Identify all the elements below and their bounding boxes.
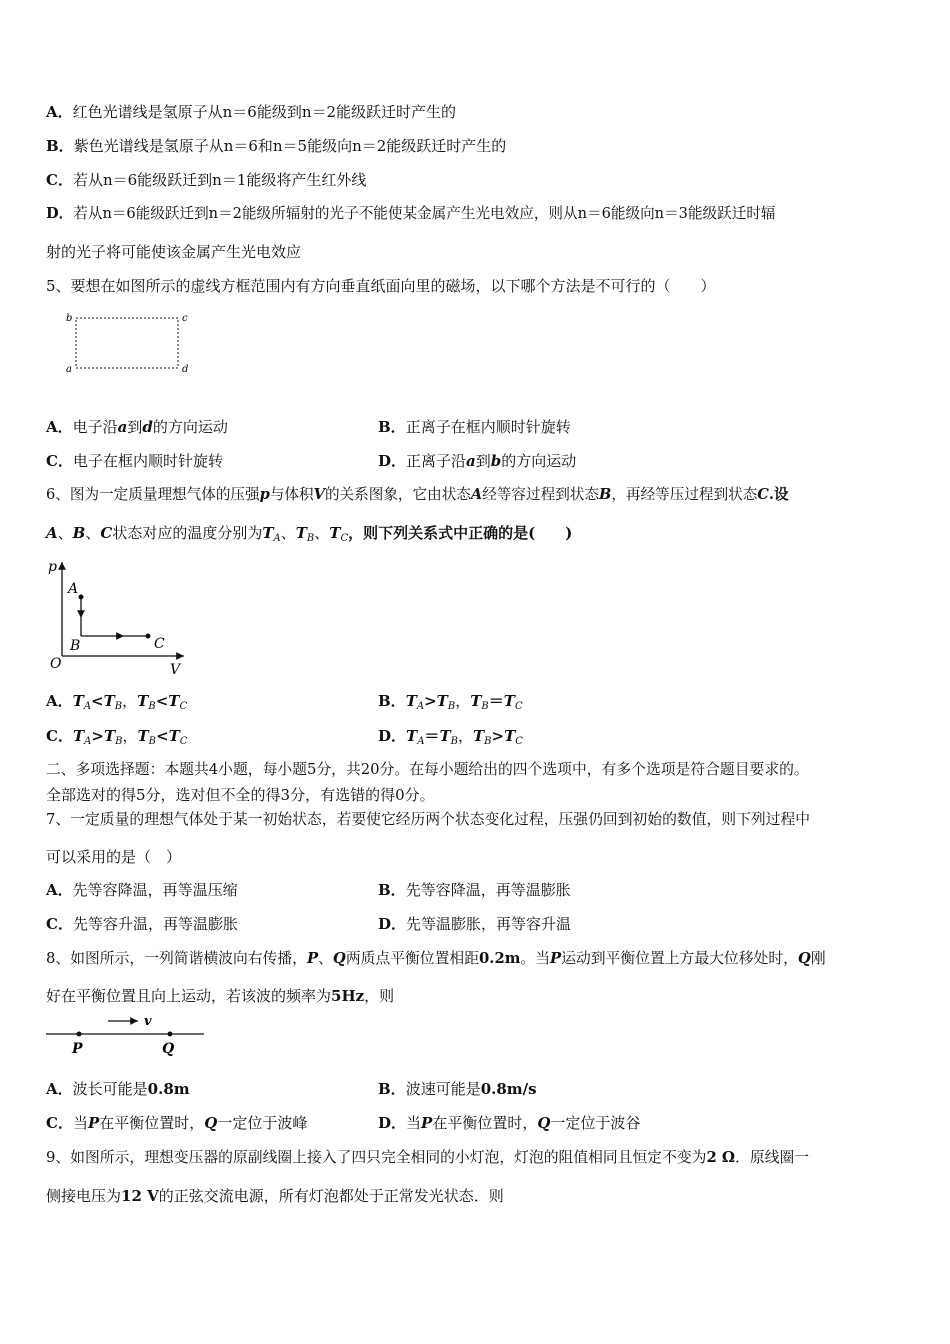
label-C: C xyxy=(154,636,165,652)
label-Q: Q xyxy=(162,1041,175,1057)
label-P: P xyxy=(72,1041,83,1057)
label-O: O xyxy=(50,656,62,672)
q5-stem: 5、要想在如图所示的虚线方框范围内有方向垂直纸面向里的磁场，以下哪个方法是不可行的（ ） xyxy=(46,277,716,295)
section2-heading-line2: 全部选对的得5分，选对但不全的得3分，有选错的得0分。 xyxy=(46,786,435,804)
q6-option-b: B．$T_A>T_B$，$T_B=T_C$ xyxy=(378,692,523,712)
point-Q xyxy=(168,1032,173,1037)
q8-wave-figure xyxy=(44,1012,214,1058)
q8-stem-line2: 好在平衡位置且向上运动，若该波的频率为5Hz，则 xyxy=(46,987,395,1005)
q4-option-a: A．红色光谱线是氢原子从n＝6能级到n＝2能级跃迁时产生的 xyxy=(46,103,457,121)
q6-stem-line2: A、B、C状态对应的温度分别为$T_A$、$T_B$、$T_C$，则下列关系式中正确的是( ) xyxy=(46,524,573,544)
q6-pv-graph xyxy=(44,556,194,678)
q8-stem-line1: 8、如图所示，一列简谐横波向右传播，P、Q两质点平衡位置相距0.2m。当P运动到平衡位置上方最大位移处时，Q刚 xyxy=(46,950,826,967)
q4-option-d-cont: 射的光子将可能使该金属产生光电效应 xyxy=(46,243,302,261)
q4-option-b: B．紫色光谱线是氢原子从n＝6和n＝5能级向n＝2能级跃迁时产生的 xyxy=(46,137,507,155)
q7-option-b: B．先等容降温，再等温膨胀 xyxy=(378,881,571,899)
corner-d: d xyxy=(182,364,189,375)
q6-option-c: C．$T_A>T_B$，$T_B<T_C$ xyxy=(46,727,188,747)
dashed-frame xyxy=(76,318,178,368)
label-A: A xyxy=(68,581,79,597)
q5-option-b: B．正离子在框内顺时针旋转 xyxy=(378,418,571,436)
q4-option-d: D．若从n＝6能级跃迁到n＝2能级所辐射的光子不能使某金属产生光电效应，则从n＝6能级向n＝3能级跃迁时辐 xyxy=(46,205,776,222)
q8-option-d: D．当P在平衡位置时，Q一定位于波谷 xyxy=(378,1114,641,1132)
q5-figure-dashed-box xyxy=(60,308,200,378)
corner-c: c xyxy=(182,313,188,324)
corner-b: b xyxy=(66,313,73,324)
point-P xyxy=(77,1032,82,1037)
q8-option-c: C．当P在平衡位置时，Q一定位于波峰 xyxy=(46,1114,308,1132)
point-C xyxy=(146,634,151,639)
q7-stem-line2: 可以采用的是（ ） xyxy=(46,848,182,866)
section2-heading-line1: 二、多项选择题：本题共4小题，每小题5分，共20分。在每小题给出的四个选项中，有多个选项是符合题目要求的。 xyxy=(46,761,809,778)
label-V: V xyxy=(170,662,181,678)
q9-stem-line2: 侧接电压为12 V的正弦交流电源，所有灯泡都处于正常发光状态．则 xyxy=(46,1187,504,1205)
q5-option-d: D．正离子沿a到b的方向运动 xyxy=(378,452,577,470)
q8-option-a: A．波长可能是0.8m xyxy=(46,1080,190,1098)
q8-option-b: B．波速可能是0.8m/s xyxy=(378,1080,537,1098)
q7-option-d: D．先等温膨胀，再等容升温 xyxy=(378,915,572,933)
q6-option-d: D．$T_A=T_B$，$T_B>T_C$ xyxy=(378,727,523,747)
label-p: p xyxy=(48,559,57,575)
q5-option-a: A．电子沿a到d的方向运动 xyxy=(46,418,228,436)
q7-option-a: A．先等容降温，再等温压缩 xyxy=(46,881,238,899)
q5-option-c: C．电子在框内顺时针旋转 xyxy=(46,452,223,470)
q6-stem-line1: 6、图为一定质量理想气体的压强p与体积V的关系图象，它由状态A经等容过程到状态B，再经等压过程到状态C.设 xyxy=(46,486,789,503)
q6-option-a: A．$T_A<T_B$，$T_B<T_C$ xyxy=(46,692,188,712)
q9-stem-line1: 9、如图所示，理想变压器的原副线圈上接入了四只完全相同的小灯泡，灯泡的阻值相同且恒定不变为2 Ω．原线圈一 xyxy=(46,1149,810,1166)
label-B: B xyxy=(70,638,81,654)
q7-option-c: C．先等容升温，再等温膨胀 xyxy=(46,915,238,933)
corner-a: a xyxy=(66,364,72,375)
q4-option-c: C．若从n＝6能级跃迁到n＝1能级将产生红外线 xyxy=(46,171,367,189)
q7-stem-line1: 7、一定质量的理想气体处于某一初始状态，若要使它经历两个状态变化过程，压强仍回到初始的数值，则下列过程中 xyxy=(46,811,811,828)
label-v: v xyxy=(144,1014,152,1029)
